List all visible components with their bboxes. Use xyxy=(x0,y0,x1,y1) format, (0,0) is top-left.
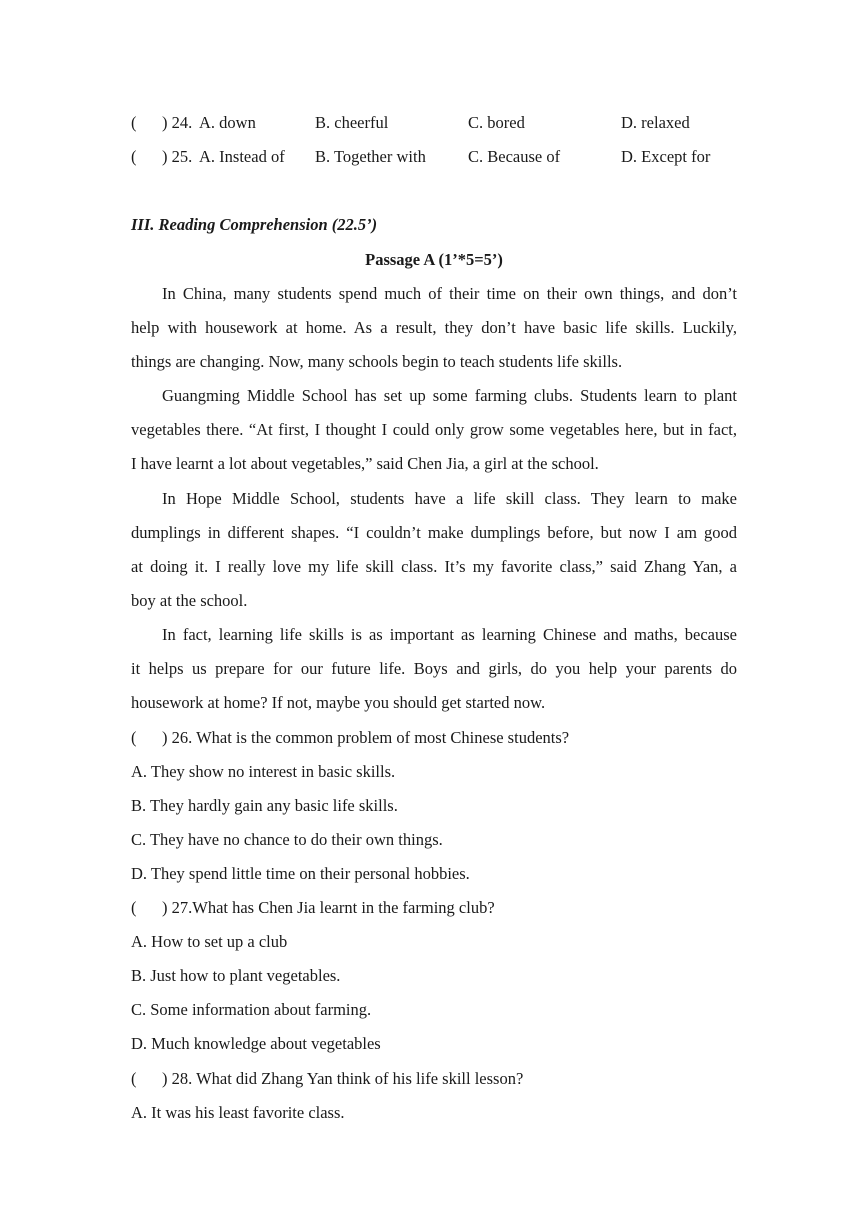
passage-line: things are changing. Now, many schools begin to teach students life skills. xyxy=(131,352,623,371)
question-27 xyxy=(131,898,495,918)
answer-option: A. How to set up a club xyxy=(131,932,288,951)
answer-paren: ( xyxy=(131,1069,137,1088)
answer-option: B. Just how to plant vegetables. xyxy=(131,966,341,985)
passage-line: In Hope Middle School, students have a life skill class. They learn to make xyxy=(162,489,737,508)
passage-line: help with housework at home. As a result, they don’t have basic life skills. Luckily, xyxy=(131,318,737,337)
answer-option: B. They hardly gain any basic life skills. xyxy=(131,796,398,815)
passage-line: Guangming Middle School has set up some farming clubs. Students learn to plant xyxy=(162,386,737,405)
option-a: A. down xyxy=(199,113,256,132)
passage-line: dumplings in different shapes. “I couldn’t make dumplings before, but now I am good xyxy=(131,523,737,542)
passage-line: I have learnt a lot about vegetables,” said Chen Jia, a girl at the school. xyxy=(131,454,599,473)
question-26 xyxy=(131,728,569,748)
cloze-question-25 xyxy=(131,147,831,167)
passage-line: In China, many students spend much of their time on their own things, and don’t xyxy=(162,284,737,303)
option-c: C. Because of xyxy=(468,147,561,166)
question-number: ) 24. xyxy=(162,113,193,132)
question-text: ) 26. What is the common problem of most Chinese students? xyxy=(162,728,570,747)
answer-option: D. They spend little time on their personal hobbies. xyxy=(131,864,470,883)
answer-paren: ( xyxy=(131,728,137,747)
passage-title: Passage A (1’*5=5’) xyxy=(365,250,503,269)
passage-line: In fact, learning life skills is as important as learning Chinese and maths, because xyxy=(162,625,737,644)
cloze-question-24 xyxy=(131,113,831,133)
question-number: ) 25. xyxy=(162,147,193,166)
passage-line: vegetables there. “At first, I thought I could only grow some vegetables here, but in fact, xyxy=(131,420,737,439)
option-d: D. relaxed xyxy=(621,113,690,132)
question-28 xyxy=(131,1069,523,1089)
option-a: A. Instead of xyxy=(199,147,285,166)
answer-paren: ( xyxy=(131,147,137,166)
answer-option: A. They show no interest in basic skills. xyxy=(131,762,396,781)
answer-option: A. It was his least favorite class. xyxy=(131,1103,345,1122)
option-d: D. Except for xyxy=(621,147,711,166)
passage-line: it helps us prepare for our future life. Boys and girls, do you help your parents do xyxy=(131,659,737,678)
answer-paren: ( xyxy=(131,898,137,917)
question-text: ) 27.What has Chen Jia learnt in the farming club? xyxy=(162,898,495,917)
answer-option: C. Some information about farming. xyxy=(131,1000,372,1019)
option-c: C. bored xyxy=(468,113,525,132)
option-b: B. Together with xyxy=(315,147,426,166)
answer-paren: ( xyxy=(131,113,137,132)
answer-option: C. They have no chance to do their own things. xyxy=(131,830,443,849)
question-text: ) 28. What did Zhang Yan think of his life skill lesson? xyxy=(162,1069,524,1088)
passage-line: at doing it. I really love my life skill class. It’s my favorite class,” said Zhang Yan, a xyxy=(131,557,737,576)
answer-option: D. Much knowledge about vegetables xyxy=(131,1034,381,1053)
passage-line: boy at the school. xyxy=(131,591,248,610)
option-b: B. cheerful xyxy=(315,113,389,132)
section-title: III. Reading Comprehension (22.5’) xyxy=(131,215,378,234)
passage-line: housework at home? If not, maybe you should get started now. xyxy=(131,693,546,712)
